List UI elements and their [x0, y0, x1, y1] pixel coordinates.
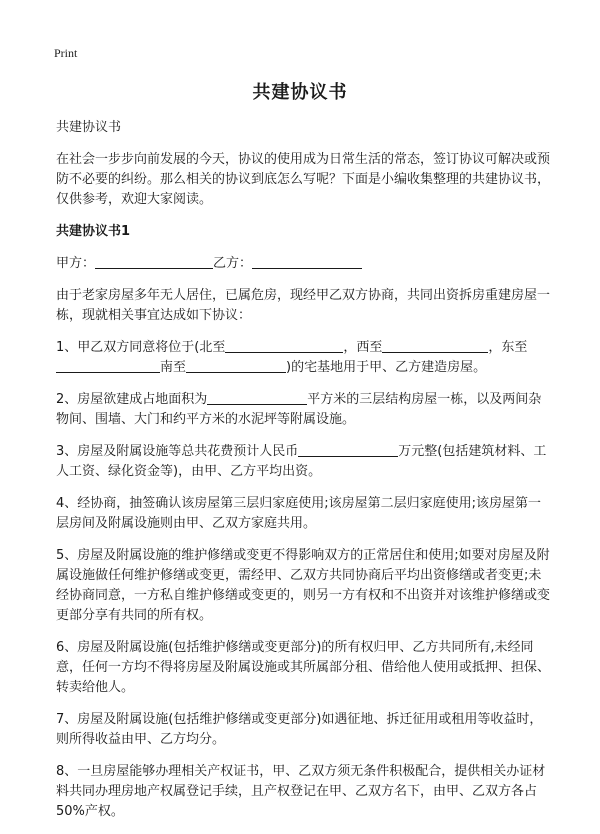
preamble: 由于老家房屋多年无人居住，已属危房，现经甲乙双方协商，共同出资拆房重建房屋一栋，现就相关事宜达成如下协议： [56, 288, 551, 323]
party-a-label: 甲方： [56, 256, 96, 271]
party-b-blank [252, 254, 362, 269]
north-blank [225, 338, 343, 353]
clause-3-part-b: 万元整(包括建筑材料、工人工资、绿化资金等)，由甲、乙方平均出资。 [56, 444, 547, 479]
print-link[interactable]: Print [54, 46, 78, 60]
party-b-label: 乙方： [213, 256, 253, 271]
clause-1-part-c: ，东至 [488, 340, 528, 355]
south-blank [186, 358, 286, 373]
clause-8: 8、一旦房屋能够办理相关产权证书，甲、乙双方须无条件积极配合，提供相关办证材料共同办理房地产权属登记手续，且产权登记在甲、乙双方名下，由甲、乙双方各占50%产权。 [56, 764, 546, 819]
clause-6: 6、房屋及附属设施(包括维护修缮或变更部分)的所有权归甲、乙方共同所有,未经同意，任何一方均不得将房屋及附属设施或其所属部分租、借给他人使用或抵押、担保、转卖给他人。 [56, 640, 551, 695]
clause-1-part-b: ，西至 [343, 340, 383, 355]
east-blank [56, 358, 160, 373]
clause-3 [56, 442, 550, 482]
section-heading: 共建协议书1 [56, 224, 131, 239]
clause-2 [56, 390, 550, 430]
area-blank [207, 390, 307, 405]
intro-paragraph: 在社会一步步向前发展的今天，协议的使用成为日常生活的常态，签订协议可解决或预防不必要的纠纷。那么相关的协议到底怎么写呢？下面是小编收集整理的共建协议书，仅供参考，欢迎大家阅读。 [56, 152, 551, 207]
clause-2-part-b: 平方米的三层结构房屋一栋，以及两间杂物间、围墙、大门和约平方米的水泥坪等附属设施。 [56, 392, 542, 427]
party-line [56, 254, 550, 274]
amount-blank [298, 442, 398, 457]
clause-4: 4、经协商，抽签确认该房屋第三层归家庭使用;该房屋第二层归家庭使用;该房屋第一层房间及附属设施则由甲、乙双方家庭共用。 [56, 496, 542, 531]
clause-5: 5、房屋及附属设施的维护修缮或变更不得影响双方的正常居住和使用;如要对房屋及附属设施做任何维护修缮或变更，需经甲、乙双方共同协商后平均出资修缮或者变更;未经协商同意，一方私自维护修缮或变更的，则另一方有权和不出资并对该维护修缮或变更部分享有共同的所有权。 [56, 548, 551, 623]
page-title: 共建协议书 [252, 82, 348, 103]
clause-7: 7、房屋及附属设施(包括维护修缮或变更部分)如遇征地、拆迁征用或租用等收益时，则所得收益由甲、乙方均分。 [56, 712, 543, 747]
clause-1-part-a: 1、甲乙双方同意将位于(北至 [56, 340, 226, 355]
party-a-blank [95, 254, 213, 269]
document-body [56, 118, 550, 834]
west-blank [382, 338, 488, 353]
clause-1-part-d: 南至 [160, 360, 187, 375]
clause-3-part-a: 3、房屋及附属设施等总共花费预计人民币 [56, 444, 299, 459]
clause-2-part-a: 2、房屋欲建成占地面积为 [56, 392, 208, 407]
clause-1 [56, 338, 550, 378]
clause-1-part-e: )的宅基地用于甲、乙方建造房屋。 [286, 360, 487, 375]
document-subtitle: 共建协议书 [56, 120, 122, 135]
